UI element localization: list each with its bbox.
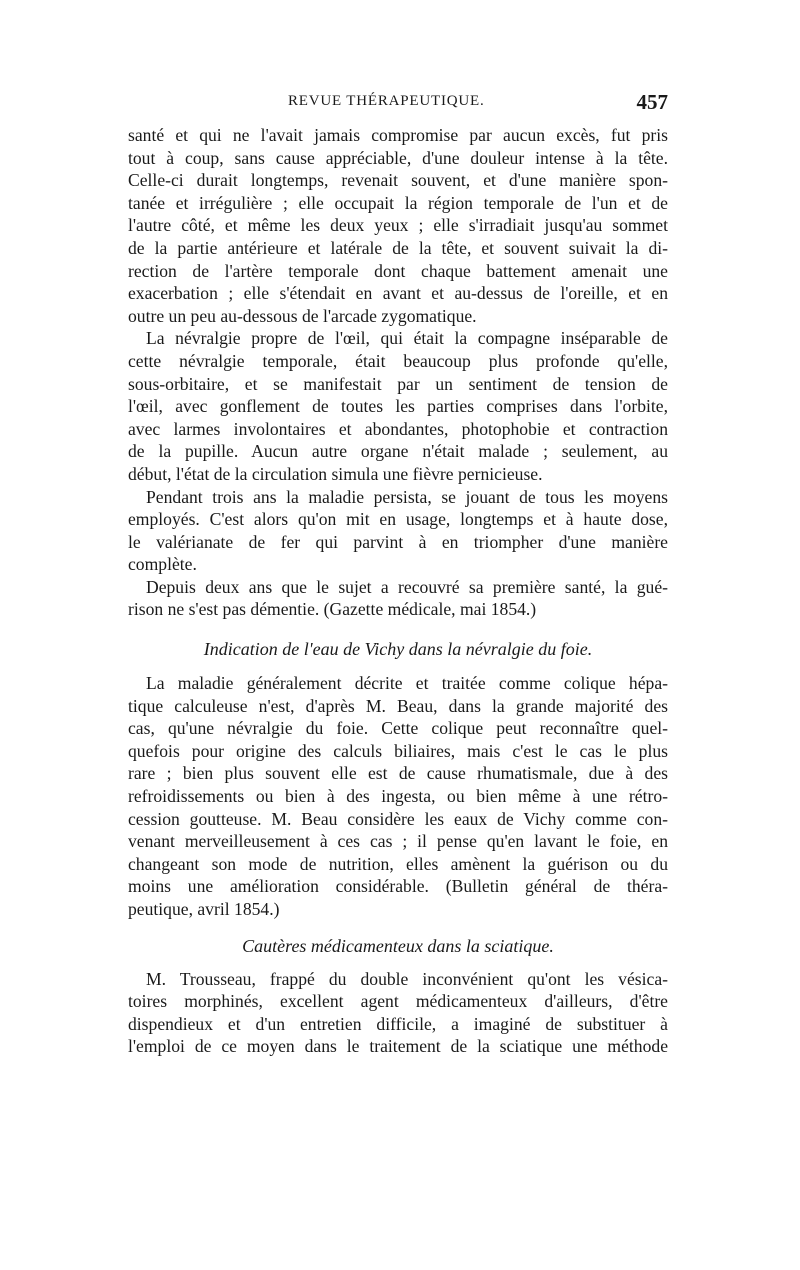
text-line: cette névralgie temporale, était beaucoup plus profonde qu'elle, — [128, 350, 668, 371]
paragraph-2 — [128, 327, 668, 485]
text-line: avec larmes involontaires et abondantes, photophobie et contraction — [128, 418, 668, 439]
running-title: REVUE THÉRAPEUTIQUE. — [288, 93, 485, 109]
text-line: sous-orbitaire, et se manifestait par un sentiment de tension de — [128, 373, 668, 394]
text-line: tique calculeuse n'est, d'après M. Beau, dans la grande majorité des — [128, 695, 668, 716]
text-line: toires morphinés, excellent agent médicamenteux d'ailleurs, d'être — [128, 991, 668, 1012]
text-line: changeant son mode de nutrition, elles amènent la guérison ou du — [128, 853, 668, 874]
paragraph-1 — [128, 124, 668, 327]
text-line: venant merveilleusement à ces cas ; il pense qu'en lavant le foie, en — [128, 831, 668, 852]
text-line: cession goutteuse. M. Beau considère les eaux de Vichy comme con- — [128, 808, 668, 829]
text-line: quefois pour origine des calculs biliaires, mais c'est le cas le plus — [128, 740, 668, 761]
text-line: de la partie antérieure et latérale de la tête, et souvent suivait la di- — [128, 237, 668, 258]
section-heading-cauteres: Cautères médicamenteux dans la sciatique. — [242, 935, 554, 956]
text-line: rare ; bien plus souvent elle est de cause rhumatismale, due à des — [128, 763, 668, 784]
text-line: l'autre côté, et même les deux yeux ; elle s'irradiait jusqu'au sommet — [128, 215, 668, 236]
text-line: santé et qui ne l'avait jamais compromise par aucun excès, fut pris — [128, 125, 668, 145]
text-line: tanée et irrégulière ; elle occupait la région temporale de l'un et de — [128, 192, 668, 213]
text-line: peutique, avril 1854.) — [128, 899, 280, 919]
text-line: refroidissements ou bien à des ingesta, ou bien même à une rétro- — [128, 786, 668, 807]
text-line: dispendieux et d'un entretien difficile, a imaginé de substituer à — [128, 1013, 668, 1034]
text-line: de la pupille. Aucun autre organe n'était malade ; seulement, au — [128, 441, 668, 462]
text-line: La maladie généralement décrite et traitée comme colique hépa- — [146, 673, 668, 694]
paragraph-3 — [128, 486, 668, 576]
text-line: début, l'état de la circulation simula une fièvre pernicieuse. — [128, 463, 543, 484]
running-head — [128, 90, 668, 116]
page-number: 457 — [636, 90, 668, 114]
text-line: cas, qu'une névralgie du foie. Cette colique peut reconnaître quel- — [128, 718, 668, 739]
text-line: rection de l'artère temporale dont chaque battement amenait une — [128, 260, 668, 281]
text-line: outre un peu au-dessous de l'arcade zygomatique. — [128, 305, 477, 326]
text-line: M. Trousseau, frappé du double inconvénient qu'ont les vésica- — [146, 968, 668, 989]
text-line: l'œil, avec gonflement de toutes les parties comprises dans l'orbite, — [128, 396, 668, 417]
paragraph-4 — [128, 576, 668, 621]
text-line: Pendant trois ans la maladie persista, se jouant de tous les moyens — [146, 486, 668, 507]
paragraph-vichy — [128, 672, 668, 921]
text-line: Depuis deux ans que le sujet a recouvré sa première santé, la gué- — [146, 576, 668, 597]
body-text — [128, 124, 668, 1058]
paragraph-cauteres — [128, 968, 668, 1058]
text-line: complète. — [128, 554, 197, 575]
text-line: tout à coup, sans cause appréciable, d'une douleur intense à la tête. — [128, 147, 668, 168]
text-line: La névralgie propre de l'œil, qui était la compagne inséparable de — [146, 328, 668, 349]
text-line: exacerbation ; elle s'étendait en avant et au-dessus de l'oreille, et en — [128, 283, 668, 304]
text-line: Celle-ci durait longtemps, revenait souvent, et d'une manière spon- — [128, 170, 668, 191]
text-line: rison ne s'est pas démentie. (Gazette médicale, mai 1854.) — [128, 599, 537, 620]
text-line: le valérianate de fer qui parvint à en triompher d'une manière — [128, 531, 668, 552]
text-line: employés. C'est alors qu'on mit en usage, longtemps et à haute dose, — [128, 509, 668, 530]
text-line: moins une amélioration considérable. (Bulletin général de théra- — [128, 876, 668, 897]
text-line: l'emploi de ce moyen dans le traitement de la sciatique une méthode — [128, 1036, 668, 1057]
section-heading-vichy: Indication de l'eau de Vichy dans la névralgie du foie. — [203, 639, 593, 660]
